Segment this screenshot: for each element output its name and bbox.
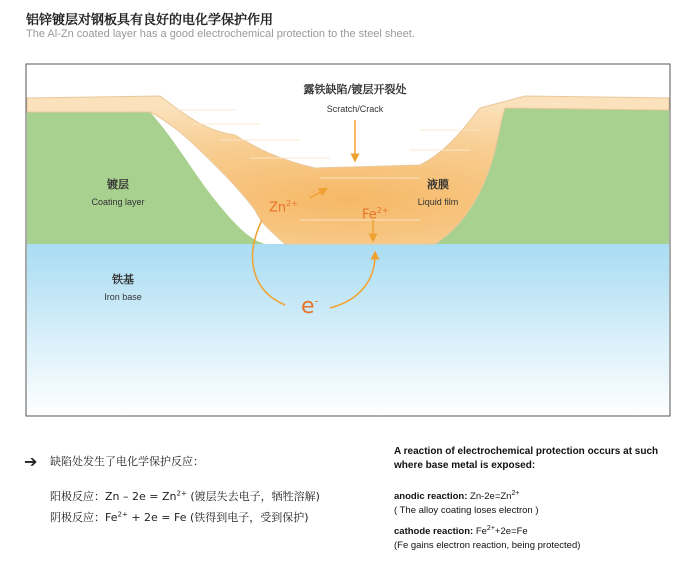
- bullet-arrow-icon: ➔: [24, 452, 38, 471]
- crack-label-en: Scratch/Crack: [326, 104, 384, 114]
- coating-label-en: Coating layer: [91, 197, 145, 207]
- coating-label-cn: 镀层: [107, 178, 129, 191]
- crack-label-cn: 露铁缺陷/镀层开裂处: [303, 83, 407, 96]
- reaction-heading-en: A reaction of electrochemical protection occurs at such where base metal is exposed:: [394, 446, 659, 471]
- anodic-reaction-en: anodic reaction: $Zn-2e=Zn^{2+}$: [394, 490, 520, 503]
- zn-ion-label: $Zn^{2+}$: [269, 199, 298, 216]
- film-label-cn: 液膜: [427, 178, 449, 191]
- anodic-note-en: ( The alloy coating loses electron ): [394, 505, 539, 517]
- base-label-cn: 铁基: [112, 273, 134, 286]
- cathode-note-en: (Fe gains electron reaction, being protected): [394, 540, 581, 552]
- reaction-en-block: [394, 445, 684, 553]
- iron-base: [27, 244, 669, 415]
- reaction-heading-cn: 缺陷处发生了电化学保护反应：: [50, 455, 204, 468]
- anode-reaction-cn: 阳极反应：$Zn - 2e = Zn^{2+}$ (镀层失去电子，牺牲溶解): [50, 489, 320, 503]
- electron-label: e-: [301, 294, 319, 319]
- film-label-en: Liquid film: [417, 197, 459, 207]
- page-subtitle: The Al-Zn coated layer has a good electrochemical protection to the steel sheet.: [26, 28, 415, 40]
- cathode-reaction-cn: 阴极反应：$Fe^{2+} + 2e = Fe$ (铁得到电子，受到保护): [50, 510, 309, 524]
- cathode-reaction-en: cathode reaction: $Fe^{2+}+2e=Fe$: [394, 525, 528, 538]
- page-title: 铝锌镀层对钢板具有良好的电化学保护作用: [26, 13, 274, 28]
- base-label-en: Iron base: [104, 292, 142, 302]
- fe-ion-label: $Fe^{2+}$: [362, 206, 389, 223]
